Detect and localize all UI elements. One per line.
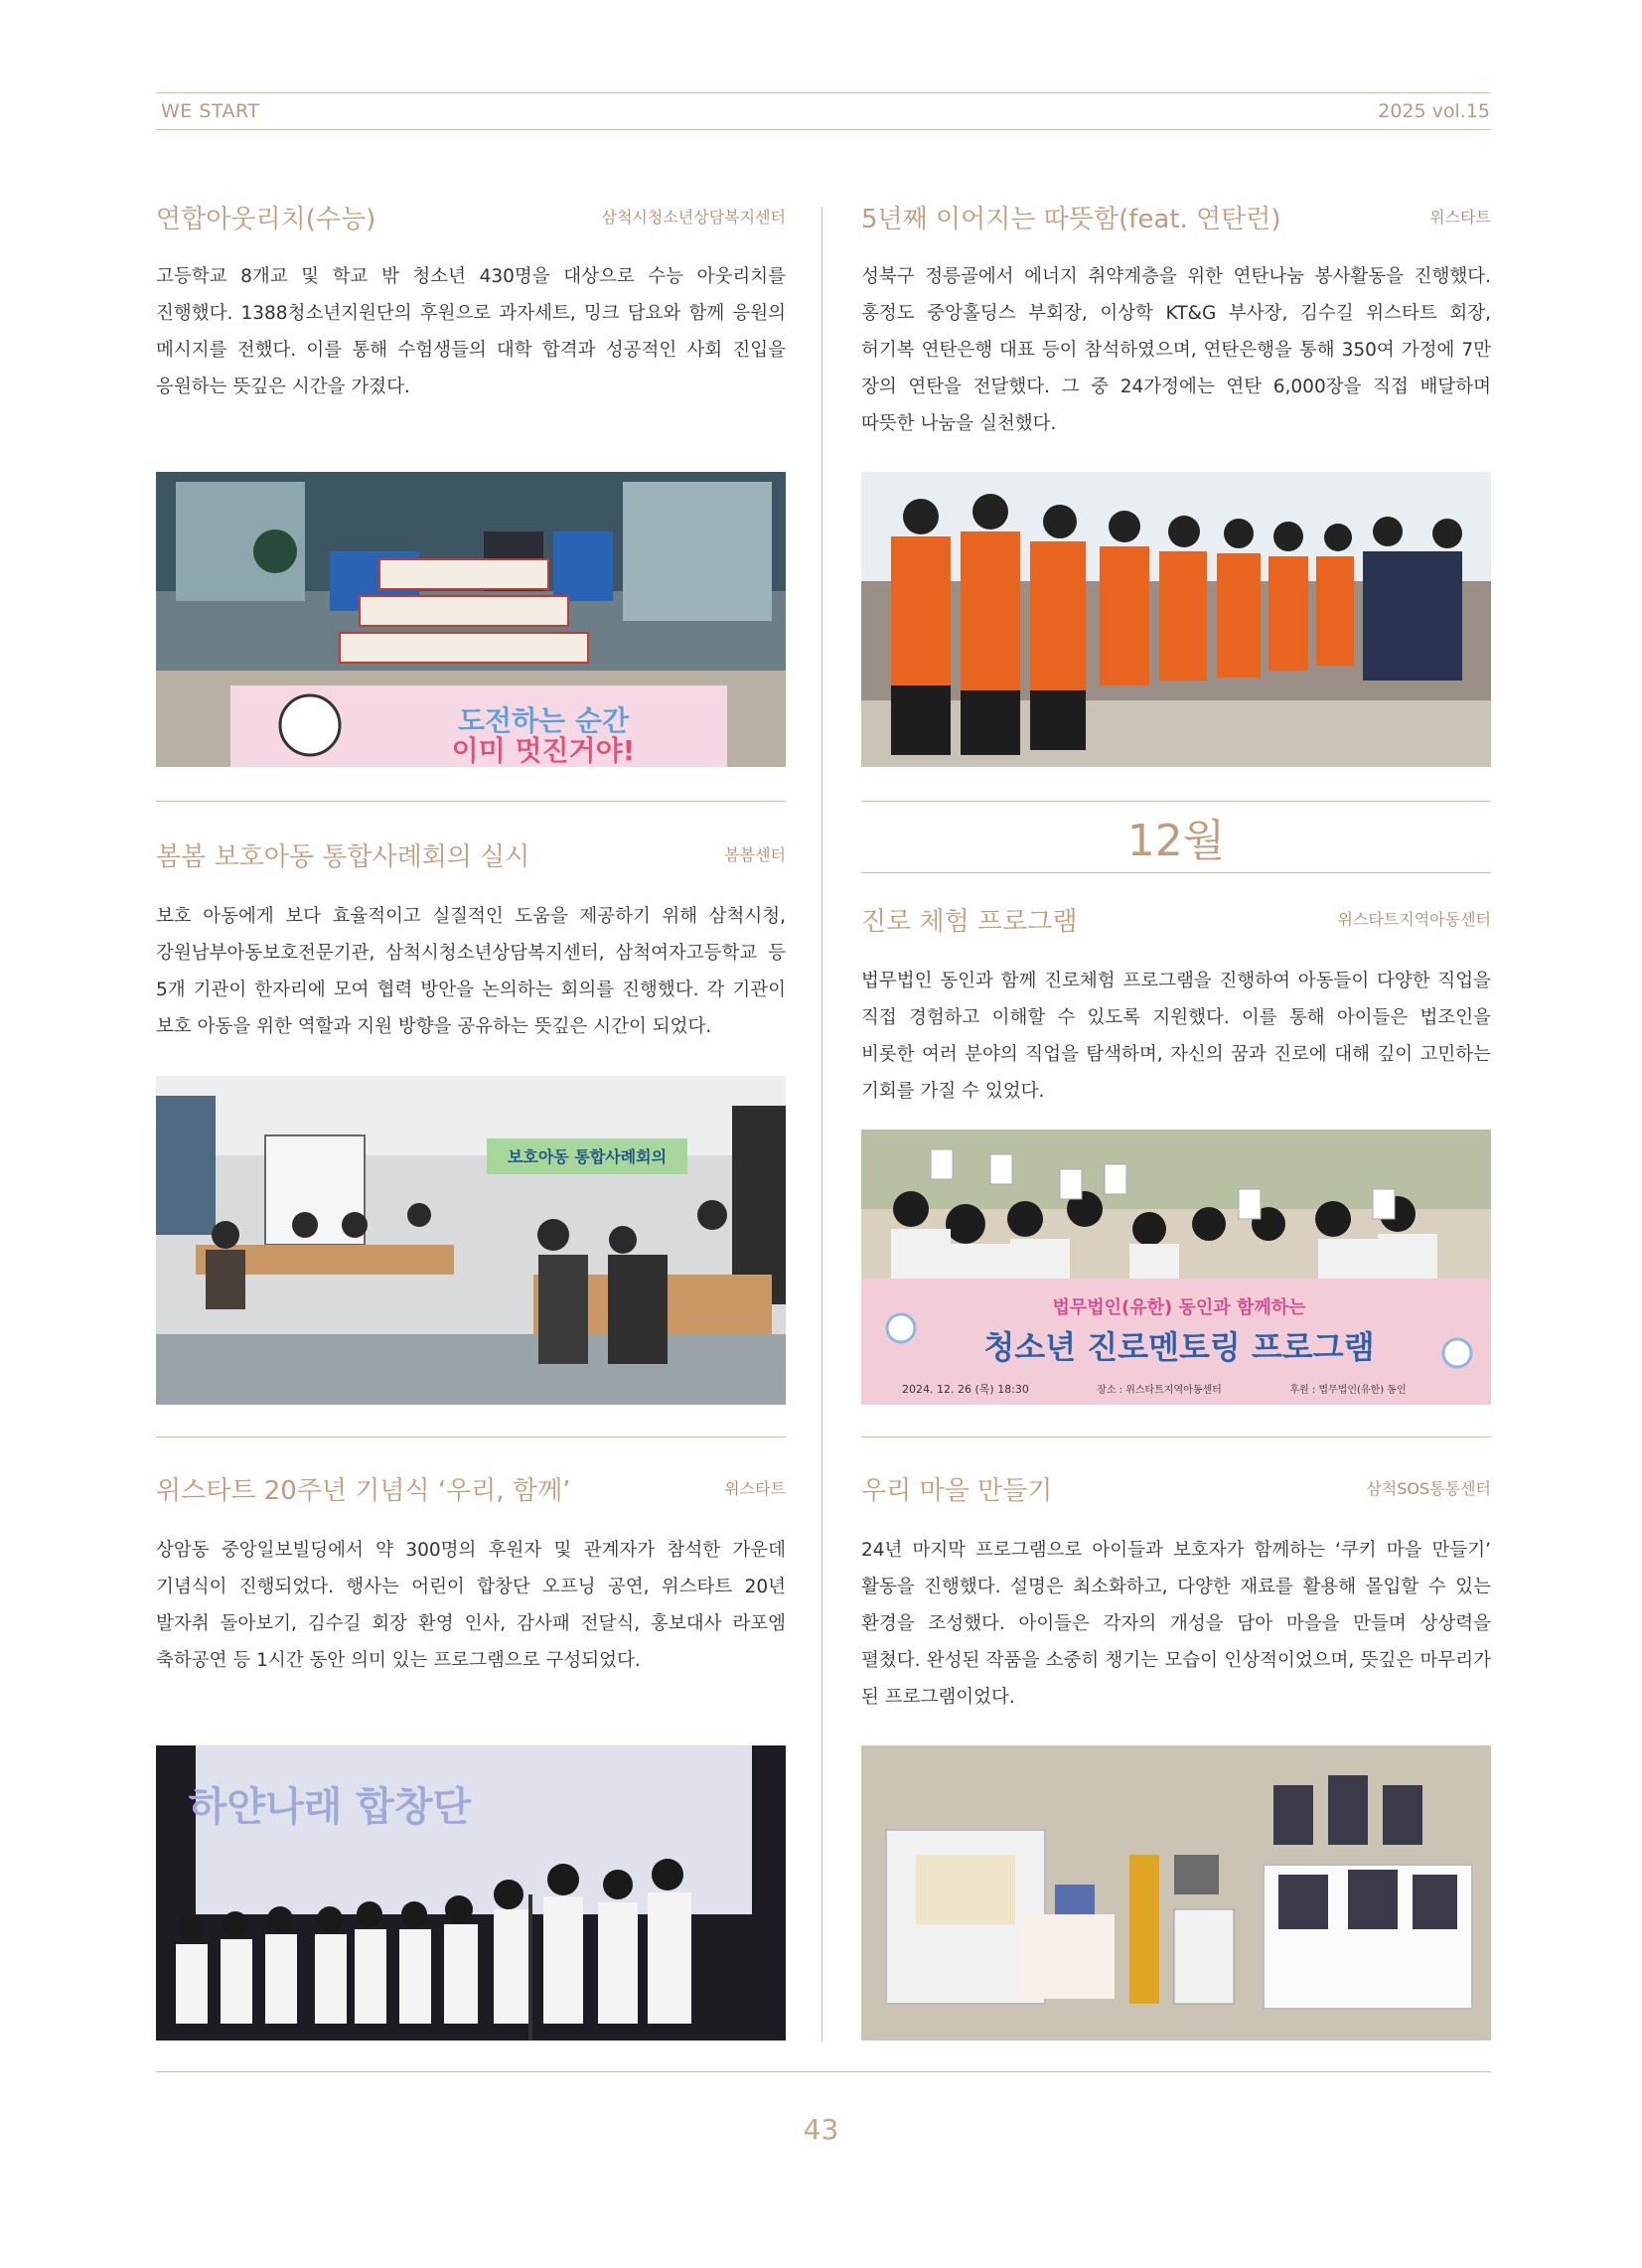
article-org: 봄봄센터 bbox=[724, 845, 786, 864]
article-body: 24년 마지막 프로그램으로 아이들과 보호자가 함께하는 ‘쿠키 마을 만들기’ 활동을 진행했다. 설명은 최소화하고, 다양한 재료를 활용해 몰입할 수 있는 환경을 조성했다. 아이들은 각자의 개성을 담아 마을을 만들며 상상력을 펼쳤다. 완성된 작품을 소중히 챙기는 모습이 인상적이었으며, 뜻깊은 마무리가 된 프로그램이었다. bbox=[861, 1540, 1491, 1708]
banner-top-text: 법무법인(유한) 동인과 함께하는 bbox=[1052, 1297, 1306, 1318]
article-body: 보호 아동에게 보다 효율적이고 실질적인 도움을 제공하기 위해 삼척시청, 강원남부아동보호전문기관, 삼척시청소년상담복지센터, 삼척여자고등학교 등 5개 기관이 한자리에 모여 협력 방안을 논의하는 회의를 진행했다. 각 기관이 보호 아동을 위한 역할과 지원 방향을 공유하는 뜻깊은 시간이 되었다. bbox=[156, 906, 786, 1037]
photo-career bbox=[861, 1130, 1491, 1405]
photo-briquette bbox=[861, 472, 1491, 767]
banner-line-1: 도전하는 순간 bbox=[457, 704, 630, 737]
banner-text: 보호아동 통합사례회의 bbox=[507, 1147, 668, 1166]
month-label: 12월 bbox=[1126, 816, 1226, 866]
article-outreach bbox=[156, 199, 786, 405]
header-top-rule bbox=[156, 92, 1491, 93]
section-rule bbox=[861, 872, 1491, 873]
section-rule bbox=[861, 801, 1491, 802]
article-org: 위스타트지역아동센터 bbox=[1337, 910, 1491, 929]
section-rule bbox=[156, 1436, 786, 1437]
section-rule bbox=[861, 1436, 1491, 1437]
article-title: 위스타트 20주년 기념식 ‘우리, 함께’ bbox=[156, 1476, 571, 1506]
article-org: 삼척SOS통통센터 bbox=[1366, 1479, 1491, 1498]
article-org: 위스타트 bbox=[724, 1479, 786, 1498]
article-case-conference bbox=[156, 836, 786, 1045]
article-title: 진로 체험 프로그램 bbox=[861, 907, 1078, 937]
screen-text: 하얀나래 합창단 bbox=[188, 1784, 472, 1830]
article-career bbox=[861, 901, 1491, 1110]
footer-rule bbox=[156, 2071, 1491, 2072]
article-body: 법무법인 동인과 함께 진로체험 프로그램을 진행하여 아동들이 다양한 직업을 직접 경험하고 이해할 수 있도록 지원했다. 이를 통해 아이들은 법조인을 비롯한 여러 분야의 직업을 탐색하며, 자신의 꿈과 진로에 대해 깊이 고민하는 기회를 가질 수 있었다. bbox=[861, 971, 1491, 1102]
issue-label: 2025 vol.15 bbox=[1378, 100, 1490, 122]
banner-sponsor: 후원 : 법무법인(유한) 동인 bbox=[1289, 1385, 1407, 1396]
article-title: 우리 마을 만들기 bbox=[861, 1476, 1053, 1506]
article-org: 삼척시청소년상담복지센터 bbox=[601, 208, 786, 227]
article-org: 위스타트 bbox=[1429, 208, 1491, 227]
magazine-name: WE START bbox=[161, 100, 260, 122]
banner-place: 장소 : 위스타트지역아동센터 bbox=[1097, 1385, 1222, 1396]
page-number: 43 bbox=[803, 2113, 839, 2146]
article-title: 봄봄 보호아동 통합사례회의 실시 bbox=[156, 842, 530, 872]
section-rule bbox=[156, 801, 786, 802]
article-title: 연합아웃리치(수능) bbox=[156, 205, 376, 234]
article-body: 상암동 중앙일보빌딩에서 약 300명의 후원자 및 관계자가 참석한 가운데 기념식이 진행되었다. 행사는 어린이 합창단 오프닝 공연, 위스타트 20년 발자취 돌아보기, 김수길 회장 환영 인사, 감사패 전달식, 홍보대사 라포엠 축하공연 등 1시간 동안 의미 있는 프로그램으로 구성되었다. bbox=[156, 1540, 786, 1671]
banner-line-2: 이미 멋진거야! bbox=[451, 734, 636, 767]
article-body: 성북구 정릉골에서 에너지 취약계층을 위한 연탄나눔 봉사활동을 진행했다. 홍정도 중앙홀딩스 부회장, 이상학 KT&G 부사장, 김수길 위스타트 회장, 허기복 연탄은행 대표 등이 참석하였으며, 연탄은행을 통해 350여 가정에 7만 장의 연탄을 전달했다. 그 중 24가정에는 연탄 6,000장을 직접 배달하며 따뜻한 나눔을 실천했다. bbox=[861, 266, 1491, 434]
header-bottom-rule bbox=[156, 129, 1491, 130]
article-briquette bbox=[861, 199, 1491, 442]
banner-main-text: 청소년 진로멘토링 프로그램 bbox=[983, 1328, 1375, 1366]
photo-outreach bbox=[156, 472, 786, 767]
article-title: 5년째 이어지는 따뜻함(feat. 연탄런) bbox=[861, 205, 1281, 234]
article-village bbox=[861, 1470, 1491, 1716]
photo-anniversary bbox=[156, 1745, 786, 2041]
photo-village bbox=[861, 1745, 1491, 2041]
column-divider bbox=[821, 207, 822, 2041]
banner-date: 2024. 12. 26 (목) 18:30 bbox=[902, 1383, 1029, 1396]
article-body: 고등학교 8개교 및 학교 밖 청소년 430명을 대상으로 수능 아웃리치를 진행했다. 1388청소년지원단의 후원으로 과자세트, 밍크 담요와 함께 응원의 메시지를 전했다. 이를 통해 수험생들의 대학 합격과 성공적인 사회 진입을 응원하는 뜻깊은 시간을 가졌다. bbox=[156, 266, 786, 397]
photo-case-conference bbox=[156, 1076, 786, 1405]
article-anniversary bbox=[156, 1470, 786, 1679]
